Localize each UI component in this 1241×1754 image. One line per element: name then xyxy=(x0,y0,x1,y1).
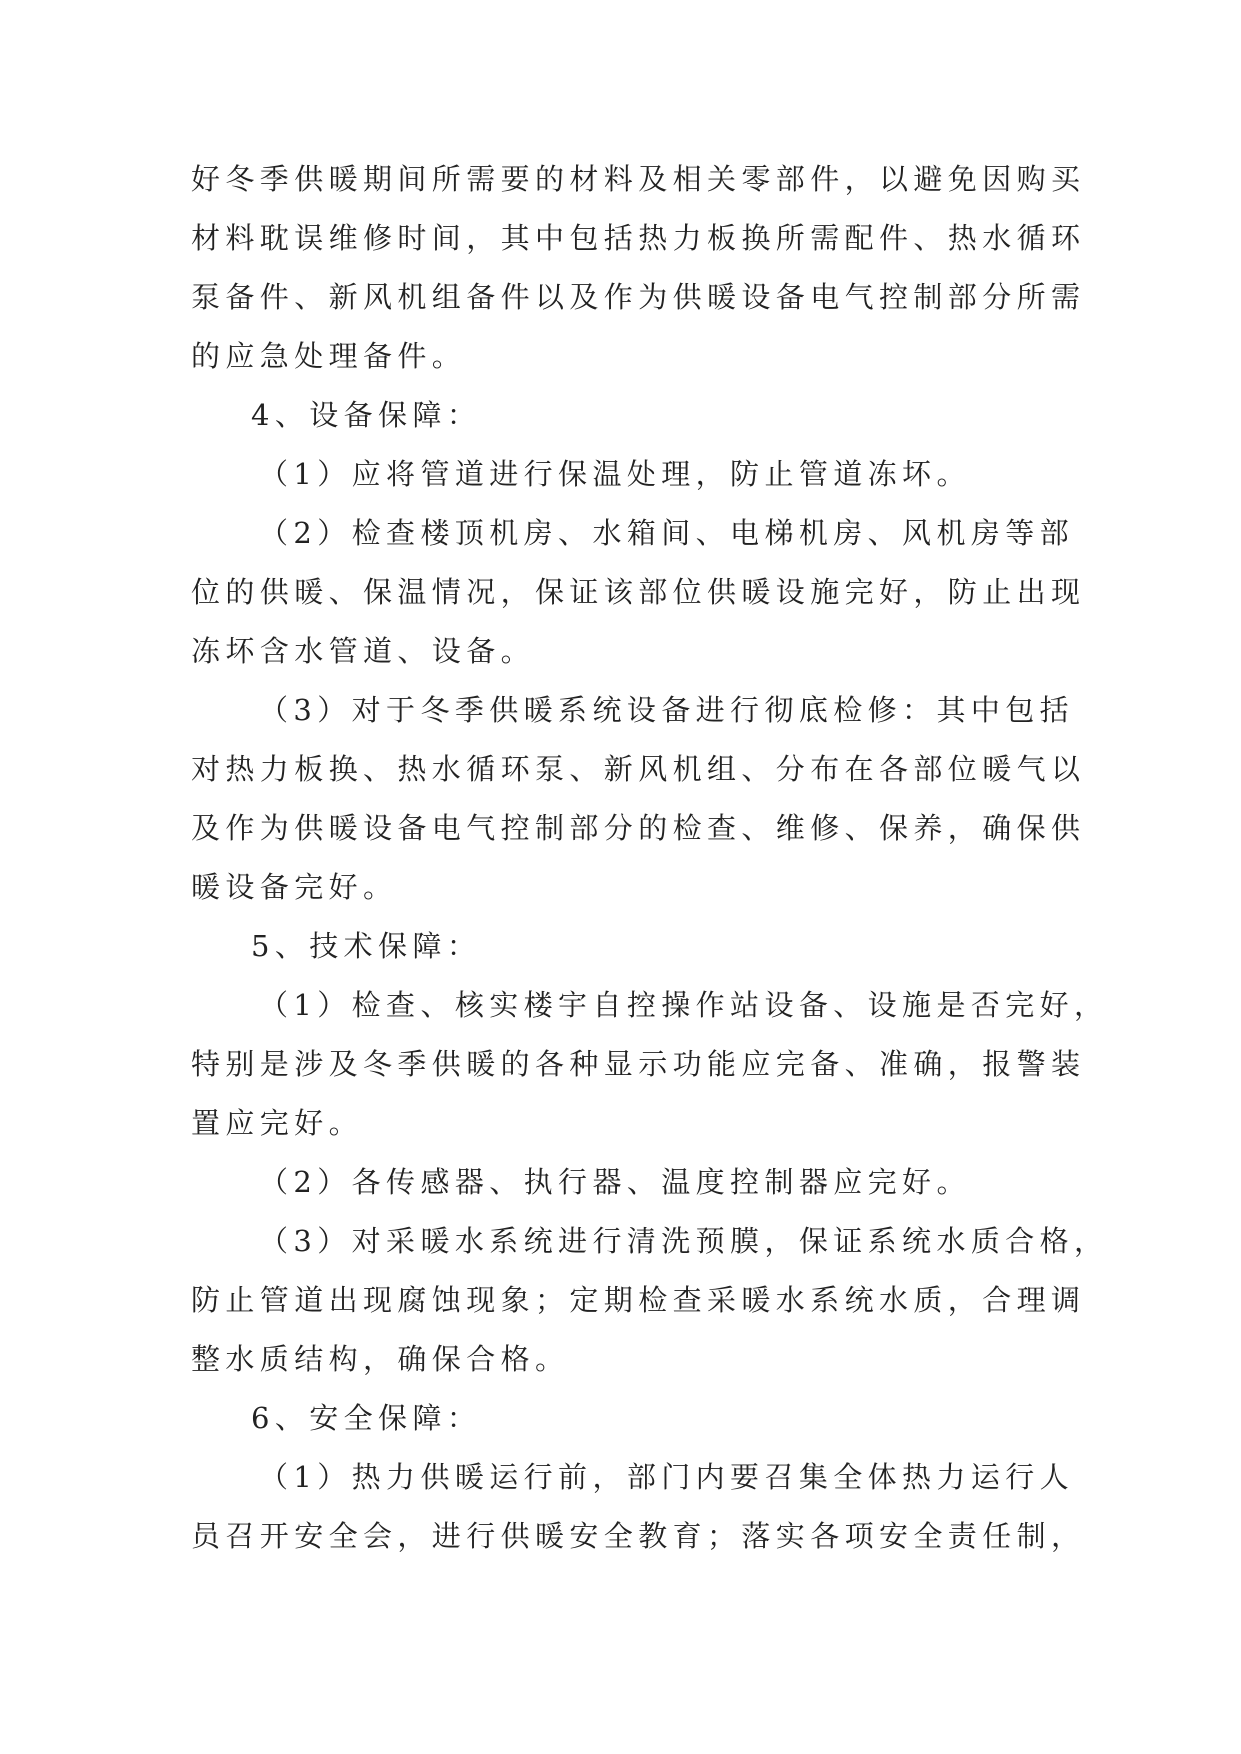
paragraph-line: （1）应将管道进行保温处理，防止管道冻坏。 xyxy=(259,457,971,491)
paragraph-line: （1）热力供暖运行前，部门内要召集全体热力运行人 xyxy=(259,1460,1075,1494)
paragraph-line: 特别是涉及冬季供暖的各种显示功能应完备、准确，报警装 xyxy=(191,1047,1086,1081)
paragraph-line: 冻坏含水管道、设备。 xyxy=(191,634,536,668)
paragraph-line: 置应完好。 xyxy=(191,1106,364,1140)
paragraph-line: （1）检查、核实楼宇自控操作站设备、设施是否完好， xyxy=(259,988,1109,1022)
paragraph-line: （3）对于冬季供暖系统设备进行彻底检修：其中包括 xyxy=(259,693,1075,727)
section-heading-technical: 5、技术保障： xyxy=(251,929,482,963)
paragraph-line: （3）对采暖水系统进行清洗预膜，保证系统水质合格， xyxy=(259,1224,1109,1258)
paragraph-line: 暖设备完好。 xyxy=(191,870,398,904)
paragraph-line: （2）检查楼顶机房、水箱间、电梯机房、风机房等部 xyxy=(259,516,1075,550)
paragraph-line: 的应急处理备件。 xyxy=(191,339,467,373)
paragraph-line: 泵备件、新风机组备件以及作为供暖设备电气控制部分所需 xyxy=(191,280,1086,314)
section-heading-equipment: 4、设备保障： xyxy=(251,398,482,432)
paragraph-line: 及作为供暖设备电气控制部分的检查、维修、保养，确保供 xyxy=(191,811,1086,845)
paragraph-line: 位的供暖、保温情况，保证该部位供暖设施完好，防止出现 xyxy=(191,575,1086,609)
paragraph-line: 好冬季供暖期间所需要的材料及相关零部件，以避免因购买 xyxy=(191,162,1086,196)
paragraph-line: 整水质结构，确保合格。 xyxy=(191,1342,570,1376)
paragraph-line: 对热力板换、热水循环泵、新风机组、分布在各部位暖气以 xyxy=(191,752,1086,786)
paragraph-line: 材料耽误维修时间，其中包括热力板换所需配件、热水循环 xyxy=(191,221,1086,255)
section-heading-safety: 6、安全保障： xyxy=(251,1401,482,1435)
paragraph-line: 防止管道出现腐蚀现象；定期检查采暖水系统水质，合理调 xyxy=(191,1283,1086,1317)
document-body xyxy=(191,150,1109,1566)
paragraph-line: 员召开安全会，进行供暖安全教育；落实各项安全责任制， xyxy=(191,1519,1086,1553)
paragraph-line: （2）各传感器、执行器、温度控制器应完好。 xyxy=(259,1165,971,1199)
